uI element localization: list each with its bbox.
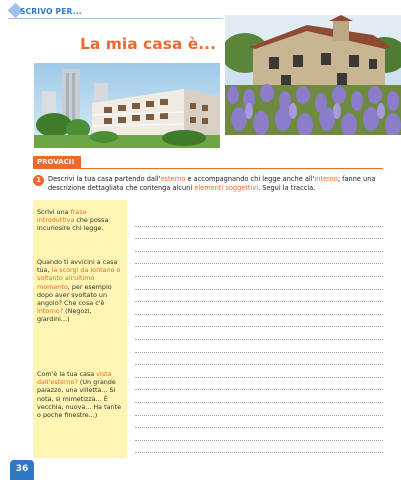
writing-line[interactable] <box>135 428 383 441</box>
prompt-exterior: Com'è la tua casa vista dall'esterno? (Un grande palazzo, una villetta... Si nota, si mimetizza... È vecchia, nuova... Ha tante o poche finestre...) <box>37 370 122 420</box>
stone-house-photo <box>225 15 401 135</box>
writing-line[interactable] <box>135 214 383 227</box>
section-tag: SCRIVO PER... <box>20 7 82 16</box>
writing-line[interactable] <box>135 327 383 340</box>
provaci-badge: PROVACI! <box>33 156 81 168</box>
writing-area[interactable] <box>135 214 383 453</box>
exercise-instruction: Descrivi la tua casa partendo dall'esterno e accompagnando chi legge anche all'interno; fanne una descrizione dettagliata che contenga alcuni elementi soggettivi. Segui la traccia. <box>48 175 376 192</box>
writing-line[interactable] <box>135 353 383 366</box>
writing-line[interactable] <box>135 290 383 303</box>
writing-line[interactable] <box>135 252 383 265</box>
page-title: La mia casa è... <box>80 35 216 53</box>
badge-rule <box>33 168 383 169</box>
writing-line[interactable] <box>135 264 383 277</box>
writing-line[interactable] <box>135 340 383 353</box>
writing-line[interactable] <box>135 441 383 454</box>
writing-line[interactable] <box>135 390 383 403</box>
header-rule <box>8 18 223 19</box>
prompt-approach: Quando ti avvicini a casa tua, la scorgi da lontano o soltanto all'ultimo momento, per esempio dopo aver svoltato un angolo? Che cosa c'è intorno? (Negozi, giardini...) <box>37 258 121 324</box>
writing-line[interactable] <box>135 403 383 416</box>
writing-line[interactable] <box>135 302 383 315</box>
writing-line[interactable] <box>135 416 383 429</box>
writing-line[interactable] <box>135 315 383 328</box>
prompt-intro: Scrivi una frase introduttiva che possa incuriosire chi legge. <box>37 208 109 233</box>
apartment-building-photo <box>34 63 220 148</box>
writing-line[interactable] <box>135 227 383 240</box>
exercise-number: 1 <box>33 175 44 186</box>
prompt-column <box>33 200 127 458</box>
writing-line[interactable] <box>135 378 383 391</box>
writing-line[interactable] <box>135 239 383 252</box>
writing-line[interactable] <box>135 277 383 290</box>
page-number: 36 <box>10 460 34 480</box>
writing-line[interactable] <box>135 365 383 378</box>
